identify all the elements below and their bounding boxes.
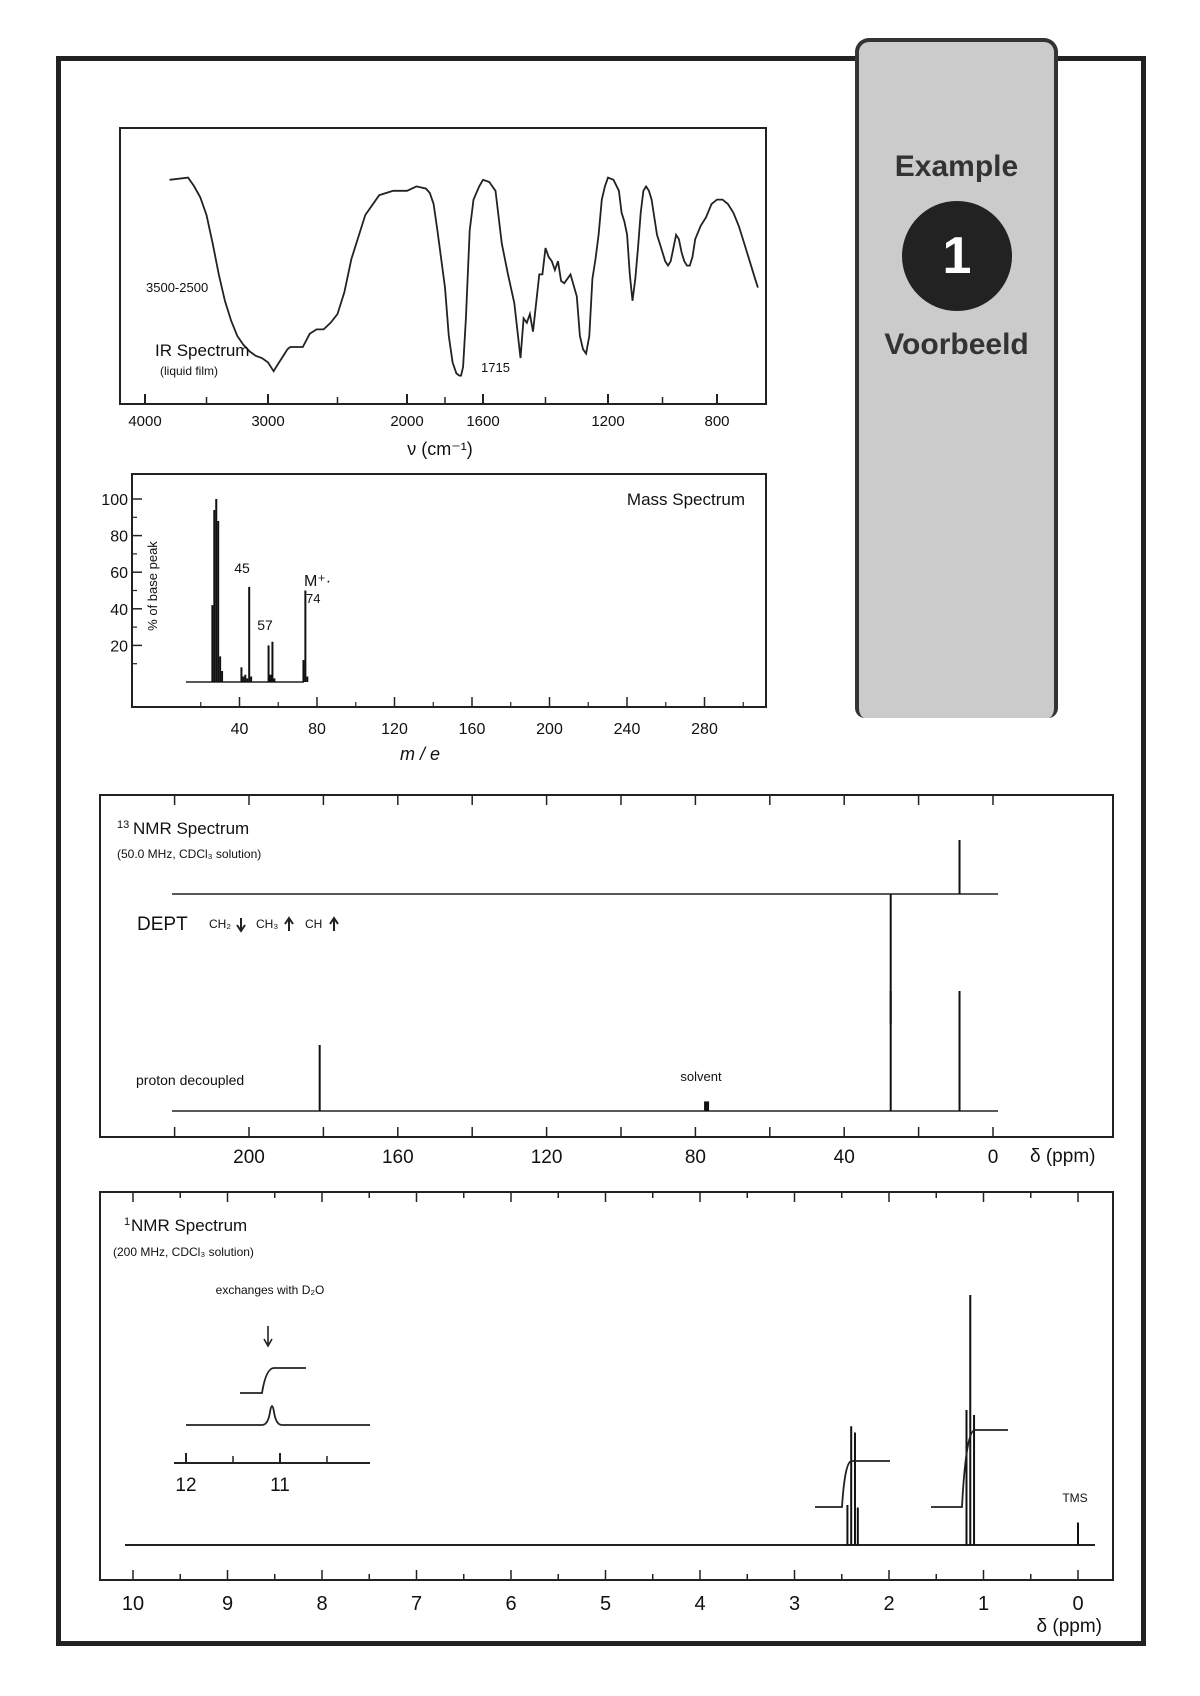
h1-tick-label: 2 [883, 1593, 895, 1615]
ms-x-tick-label: 240 [613, 721, 641, 738]
mass-spectrum [101, 474, 766, 764]
ir-spectrum [120, 128, 766, 459]
h1-tick-label: 5 [599, 1593, 612, 1615]
h1-nmr-spectrum [100, 1192, 1113, 1637]
h1-x-label: δ (ppm) [1036, 1616, 1102, 1637]
ms-y-tick-label: 60 [110, 565, 128, 583]
c13-nmr-spectrum [100, 795, 1113, 1168]
h1-tick-label: 3 [788, 1593, 801, 1615]
ms-title: Mass Spectrum [626, 490, 745, 509]
h1-tick-label: 1 [977, 1593, 990, 1615]
ir-tick-label: 1200 [591, 413, 625, 430]
ms-molecular-ion-value: 74 [306, 591, 321, 606]
h1-tick-label: 7 [410, 1593, 423, 1615]
ms-y-tick-label: 80 [110, 528, 128, 546]
ir-tick-label: 800 [704, 413, 730, 430]
ms-bars [212, 499, 307, 682]
h1-tick-label: 10 [121, 1593, 145, 1615]
ms-x-tick-label: 200 [536, 721, 563, 738]
arrow-up-icon [330, 918, 338, 931]
c13-dept-legend-ch3: CH₃ [256, 917, 279, 931]
c13-subtitle: (50.0 MHz, CDCl₃ solution) [117, 847, 262, 861]
h1-tick-label: 0 [1072, 1593, 1084, 1615]
c13-proton-decoupled-label: proton decoupled [136, 1072, 245, 1088]
ms-y-tick-label: 20 [110, 638, 128, 656]
ir-title: IR Spectrum [155, 341, 250, 360]
h1-title: NMR Spectrum [131, 1216, 248, 1235]
h1-tick-label: 4 [694, 1593, 706, 1615]
ir-subtitle: (liquid film) [160, 364, 219, 378]
ir-x-label: ν (cm⁻¹) [407, 439, 473, 459]
h1-tick-label: 6 [505, 1593, 517, 1615]
ms-x-tick-label: 160 [458, 721, 486, 738]
ir-annotation-broad: 3500-2500 [146, 280, 209, 295]
c13-peaks [320, 840, 960, 1111]
arrow-down-icon [264, 1326, 272, 1346]
c13-dept-legend-ch2: CH₂ [209, 917, 231, 931]
ms-axes [101, 492, 743, 738]
h1-inset-tick-label-12: 12 [175, 1475, 197, 1496]
ir-x-axis [128, 394, 729, 430]
c13-dept-label: DEPT [137, 914, 188, 935]
h1-subtitle: (200 MHz, CDCl₃ solution) [113, 1245, 254, 1259]
example-number-badge: 1 [902, 201, 1012, 311]
h1-inset-tick-label-11: 11 [270, 1475, 290, 1496]
ir-tick-label: 1600 [466, 413, 500, 430]
c13-tick-label: 200 [233, 1147, 265, 1168]
c13-dept-legend-ch: CH [305, 917, 323, 931]
example-label: Example [894, 150, 1019, 183]
c13-title: NMR Spectrum [133, 819, 250, 838]
ms-x-tick-label: 120 [381, 721, 408, 738]
ms-x-label: m / e [399, 744, 441, 764]
c13-x-label: δ (ppm) [1030, 1146, 1096, 1167]
c13-tick-label: 40 [833, 1147, 855, 1168]
h1-inset-peak [186, 1406, 370, 1425]
c13-title-superscript: 13 [117, 819, 130, 831]
h1-inset-note: exchanges with D₂O [215, 1283, 325, 1297]
ms-molecular-ion-label: M⁺· [304, 573, 332, 590]
ms-y-tick-label: 40 [110, 601, 128, 619]
h1-title-superscript: 1 [124, 1216, 131, 1228]
h1-inset-note-box [205, 1282, 335, 1324]
ir-annotation-carbonyl: 1715 [481, 360, 510, 375]
h1-x-axis [122, 1192, 1084, 1615]
voorbeeld-label: Voorbeeld [884, 328, 1029, 361]
ir-tick-label: 2000 [390, 413, 424, 430]
h1-tms-label: TMS [1062, 1491, 1088, 1505]
c13-tick-label: 0 [987, 1147, 999, 1168]
ir-tick-label: 4000 [128, 413, 162, 430]
ms-x-tick-label: 80 [308, 721, 326, 738]
ms-y-tick-label: 100 [101, 492, 128, 509]
c13-tick-label: 80 [684, 1147, 706, 1168]
h1-inset-integral [240, 1368, 306, 1393]
h1-inset [174, 1282, 370, 1496]
arrow-down-icon [237, 918, 245, 931]
ir-transmittance-series [170, 178, 758, 376]
ir-tick-label: 3000 [251, 413, 285, 430]
arrow-up-icon [285, 918, 293, 931]
h1-integral-quartet [815, 1461, 890, 1507]
h1-tick-label: 9 [221, 1593, 234, 1615]
ms-peak-label-45: 45 [234, 560, 250, 576]
ms-peak-label-57: 57 [257, 617, 273, 633]
c13-tick-label: 160 [381, 1147, 414, 1168]
c13-x-axis [175, 795, 999, 1168]
ms-y-label: % of base peak [145, 541, 160, 631]
h1-tick-label: 8 [316, 1593, 328, 1615]
ms-x-tick-label: 280 [691, 721, 718, 738]
ms-x-tick-label: 40 [230, 721, 249, 738]
c13-solvent-label: solvent [680, 1069, 722, 1084]
c13-tick-label: 120 [530, 1147, 563, 1168]
